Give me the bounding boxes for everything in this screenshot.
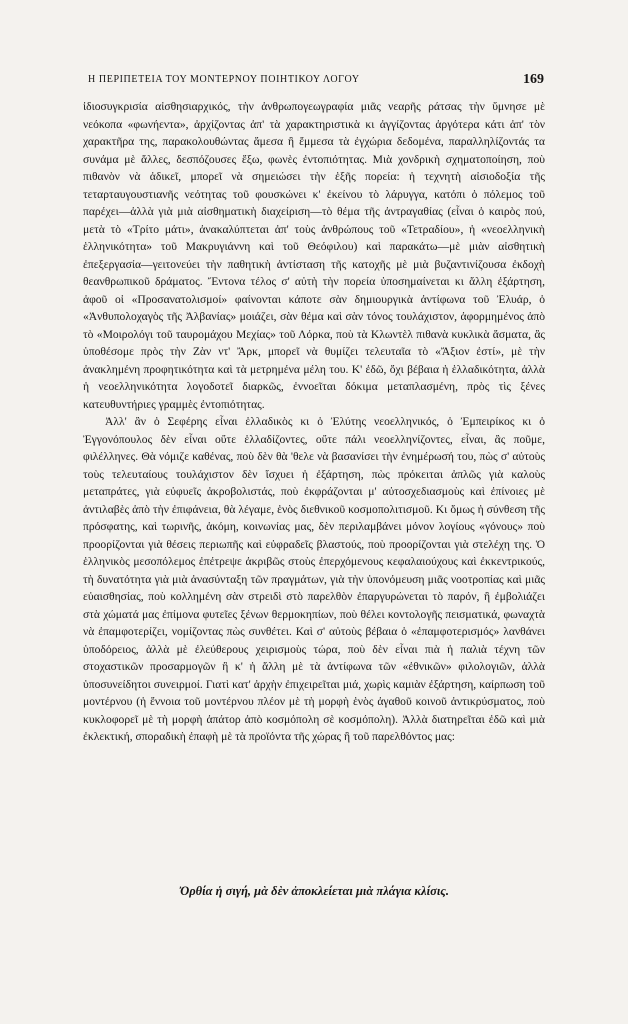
body-text [83, 98, 545, 746]
page-number: 169 [523, 72, 544, 87]
page-header [88, 72, 544, 90]
paragraph-1: ἰδιοσυγκρισία αἰσθησιαρχικός, τὴν ἀνθρωπογεωγραφία μιᾶς νεαρῆς ράτσας τὴν ὕμνησε μὲ νεόκοπα «φωνήεντα», ἀρχίζοντας ἀπ' τὰ χαρακτηριστικὰ κι ἀγγίζοντας ἀργότερα κάτι ἀπ' τὸν χαρακτῆρα της, παρακολουθώντας ἄμεσα ἢ ἔμμεσα τὰ ἐγχώρια δεδομένα, παραλληλίζοντάς τα συνάμα μὲ ἄλλες, δεσπόζουσες ἔξω, φωνὲς ἐντοπιότητας. Μιὰ χονδρικὴ σχηματοποίηση, ποὺ πιθανὸν νὰ ἀδικεῖ, μπορεῖ νὰ σημειώσει τὴν ἑξῆς πορεία: ἡ τεχνητὴ αἰσιοδοξία τῆς τεταρταυγουστιανῆς νεότητας τοῦ φουσκώνει κ' ἐκείνου τὸ λάρυγγα, κατόπι ὁ πόλεμος τοῦ παρέχει—ἀλλὰ γιὰ μιὰ αἰσθηματικὴ διαχείριση—τὸ θέμα τῆς ἀντραγαθίας (εἶναι ὁ καιρὸς πού, μετὰ τὸ «Τρίτο μάτι», ἀνακαλύπτεται ἀπ' τοὺς ἀνθρώπους τοῦ «Τετραδίου», ἡ «νεοελληνικὴ ἑλληνικότητα» τοῦ Μακρυγιάννη καὶ τοῦ Θεόφιλου) καὶ παρακάτω—μὲ μιὰν αἰσθητικὴ ἐπεξεργασία—γειτονεύει τὴν παθητικὴ ἀντίσταση τῆς κατοχῆς μὲ μιὰ βυζαντινίζουσα ἐκδοχὴ θεανθρωπικοῦ δράματος. Ἔντονα τέλος σ' αὐτὴ τὴν πορεία ὑποσημαίνεται κι ἄλλη ἐξάρτηση, ἀφοῦ οἱ «Προσανατολισμοί» φαίνονται κάποτε σὰν δημιουργικὰ ἀντίφωνα τοῦ Ἐλυάρ, ὁ «Ἀνθυπολοχαγὸς τῆς Ἀλβανίας» μοιάζει, σὰν θέμα καὶ σὰν τόνος τουλάχιστον, ἀφορμημένος ἀπὸ τὸ «Μοιρολόγι τοῦ ταυρομάχου Μεχίας» τοῦ Λόρκα, ποὺ τὰ Κλωντὲλ πιθανὰ κυκλικὰ ἄσματα, ἃς ὑποθέσομε πρὸς τὴν Ζὰν ντ' Ἄρκ, μπορεῖ νὰ θυμίζει τελευταῖα τὸ «Ἄξιον ἐστί», μὲ τὴν ἀνακλημένη προφητικότητα καὶ τὰ μετρημένα μέλη του. Κ' ἐδῶ, ὄχι βέβαια ἡ ἑλλαδικότητα, ἀλλὰ ἡ νεοελληνικότητα λογοδοτεῖ διαρκῶς, ἐννοεῖται δόκιμα μεταπλασμένη, πρὸς τὶς ξένες κατευθυντήριες γραμμὲς ἐντοπιότητας. [83, 100, 545, 411]
verse-quote: Ὀρθία ἡ σιγή, μὰ δὲν ἀποκλείεται μιὰ πλάγια κλίσις. [178, 884, 449, 898]
paragraph-2: Ἀλλ' ἂν ὁ Σεφέρης εἶναι ἑλλαδικὸς κι ὁ Ἐλύτης νεοελληνικός, ὁ Ἐμπειρίκος κι ὁ Ἐγγονόπουλος δὲν εἶναι οὔτε ἑλλαδίζοντες, οὔτε πάλι νεοελληνίζοντες, εἶναι, ἂς ποῦμε, φιλέλληνες. Θὰ νόμιζε καθένας, ποὺ δὲν θὰ 'θελε νὰ βασανίσει τὴν ἐνημέρωσή του, πὼς σ' αὐτοὺς τοὺς τελευταίους τουλάχιστον δὲν ἴσχυει ἡ ἐξάρτηση, πὼς πρόκειται ἁπλῶς γιὰ καλοὺς μεταπράτες, γιὰ εὐφυεῖς ἀκροβολιστάς, ποὺ ἐκφράζονται μ' αὐτοσχεδιασμοὺς καὶ ἐπίνοιες μὲ ἀντιλαβὲς ἀπὸ τὴν ἐπιφάνεια, θὰ λέγαμε, ἑνὸς διεθνικοῦ κοσμοπολιτισμοῦ. Κι ὅμως ἡ σύνθεση τῆς πρόσφατης, καὶ τωρινῆς, ἀκόμη, κοινωνίας μας, δὲν περιλαμβάνει μόνον λογίους «γόνους» ποὺ προορίζονται γιὰ θέσεις περιωπῆς καὶ εὐφραδεῖς βλαστούς, ποὺ προορίζονται γιὰ στελέχη της. Ὁ ἑλληνικὸς μεσοπόλεμος ἐπέτρεψε ἀκριβῶς στοὺς ἐπερχόμενους κεφαλαιούχους καὶ ἐκκεντρικούς, τὴ δυνατότητα γιὰ μιὰ ἀνασύνταξη τῶν πραγμάτων, γιὰ τὴν ὑπονόμευση μιᾶς νοοτροπίας καὶ μιᾶς εὐαισθησίας, ποὺ κολλημένη σὰν στρειδὶ στὸ παρελθὸν ἐπαργυρώνεται τὸ παρόν, ἢ ἐμβολιάζει στὰ χώματά μας ἐπίμονα φυτεῖες ξένων θερμοκηπίων, ποὺ θέλει κοντολογῆς πεισματικά, φωναχτὰ νὰ ἐπαμφοτερίζει, νομίζοντας πὼς συνθέτει. Καὶ σ' αὐτοὺς βέβαια ὁ «ἐπαμφοτερισμός» λανθάνει ὑποδόρειος, ἀλλὰ μὲ ἐλεύθερους χειρισμοὺς τώρα, ποὺ δὲν εἶναι πιὰ ἡ παλιὰ τέχνη τῶν στοχαστικῶν προσαρμογῶν ἢ κ' ἡ ἄλλη μὲ τὰ ἀντίφωνα τῶν «ἐθνικῶν» φιλολογιῶν, ἀλλὰ ὑποσυνείδητοι συνειρμοί. Γιατὶ κατ' ἀρχὴν ἐπιχειρεῖται μιά, χωρὶς καμιὰν ἐξάρτηση, καίρπωση τοῦ μοντέρνου (ἡ ἔννοια τοῦ μοντέρνου πλέον μὲ τὴ μορφὴ ἑνὸς ἀγαθοῦ κοινοῦ ἀντικρύσματος, ποὺ κυκλοφορεῖ μὲ τὴ μορφὴ ἀπάτορ ἀπὸ κοσμόπολη σὲ κοσμόπολη). Ἀλλὰ διατηρεῖται ἐδῶ καὶ μιὰ ἐκλεκτική, σποραδικὴ ἐπαφὴ μὲ τὰ προϊόντα τῆς χώρας ἢ τοῦ παρελθόντος μας: [83, 415, 545, 743]
running-title: Η ΠΕΡΙΠΕΤΕΙΑ ΤΟΥ ΜΟΝΤΕΡΝΟΥ ΠΟΙΗΤΙΚΟΥ ΛΟΓΟΥ [88, 74, 360, 85]
